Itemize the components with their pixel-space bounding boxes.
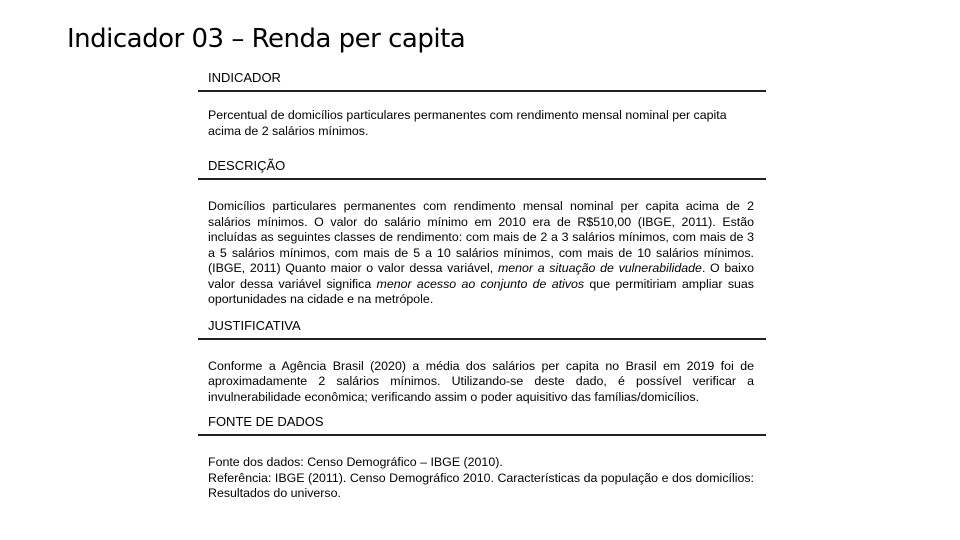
section-body-justificativa [198, 340, 766, 411]
page-title: Indicador 03 – Renda per capita [67, 24, 466, 54]
section-heading-indicador: INDICADOR [198, 66, 766, 92]
section-heading-fonte: FONTE DE DADOS [198, 410, 766, 436]
section-heading-descricao: DESCRIÇÃO [198, 154, 766, 180]
fonte-dados-line: Fonte dos dados: Censo Demográfico – IBGE (2010). [208, 455, 503, 469]
referencia-line: Referência: IBGE (2011). Censo Demográfico 2010. Características da população e dos domicílios: Resultados do universo. [208, 470, 754, 500]
section-heading-justificativa: JUSTIFICATIVA [198, 314, 766, 340]
indicator-sheet [198, 66, 766, 502]
indicador-text: Percentual de domicílios particulares permanentes com rendimento mensal nominal per capita acima de 2 salários mínimos. [208, 108, 727, 138]
section-body-indicador [198, 92, 766, 154]
descricao-text-part-b: . O baixo valor dessa variável significa [208, 261, 754, 291]
descricao-text-part-c: que permitiriam ampliar suas oportunidades na cidade e na metrópole. [208, 276, 754, 306]
section-body-fonte [198, 436, 766, 502]
descricao-emphasis-2: menor acesso ao conjunto de ativos [376, 276, 585, 291]
descricao-emphasis-1: menor a situação de vulnerabilidade [497, 261, 702, 275]
justificativa-text: Conforme a Agência Brasil (2020) a média dos salários per capita no Brasil em 2019 foi de aproximadamente 2 salários mínimos. Utilizando-se deste dado, é possível verificar a invulnerabilidade econômica; verificando assim o poder aquisitivo das famílias/domicílios. [208, 358, 754, 404]
descricao-text [208, 199, 754, 308]
descricao-text-part-a: Domicílios particulares permanentes com rendimento mensal nominal per capita acima de 2 salários mínimos. O valor do salário mínimo em 2010 era de R$510,00 (IBGE, 2011). Estão incluídas as seguintes classes de rendimento: com mais de 2 a 3 salários mínimos, com mais de 3 a 5 salários mínimos, com mais de 5 a 10 salários mínimos, com mais de 10 salários mínimos. (IBGE, 2011) Quanto maior o valor dessa variável, [208, 199, 754, 275]
section-body-descricao [198, 180, 766, 314]
